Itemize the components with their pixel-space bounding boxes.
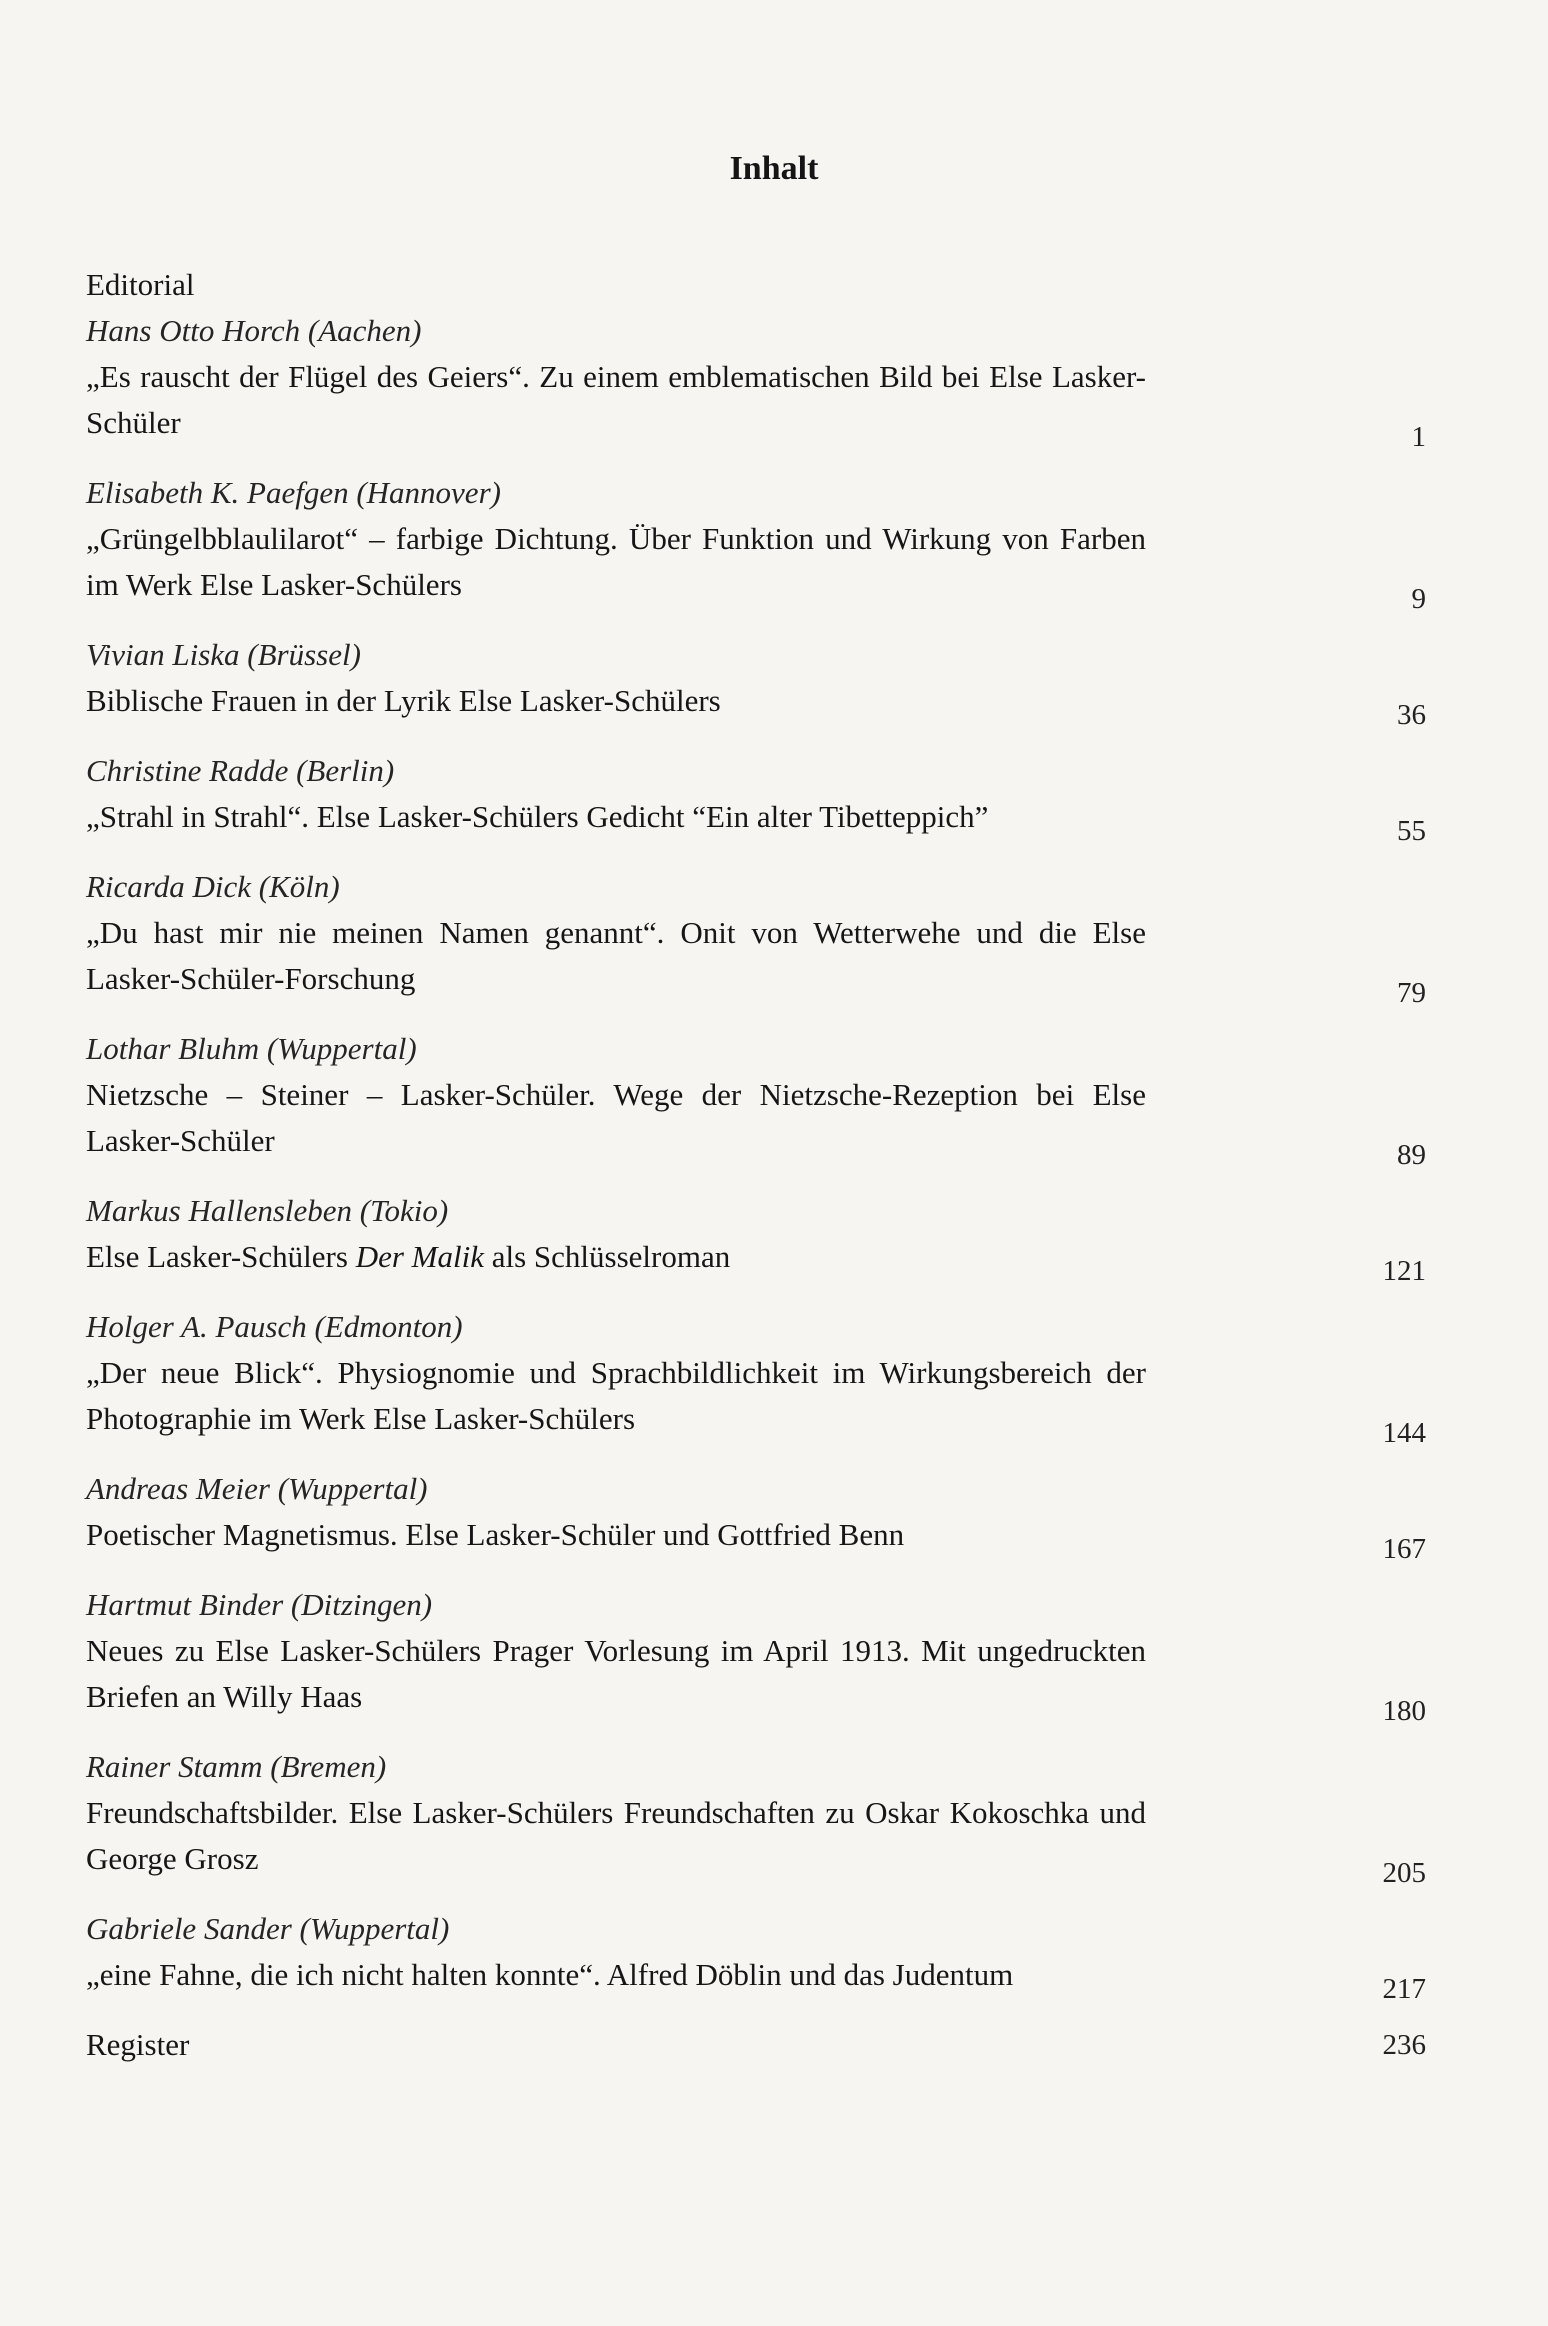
entry-author: Vivian Liska (Brüssel) <box>86 637 361 672</box>
entry-page-number: 36 <box>1397 699 1426 731</box>
entry-title: Biblische Frauen in der Lyrik Else Lasker-Schülers <box>86 683 721 718</box>
entry-author: Holger A. Pausch (Edmonton) <box>86 1309 463 1344</box>
toc-entry <box>86 1744 1426 1889</box>
entry-author: Hartmut Binder (Ditzingen) <box>86 1587 433 1622</box>
entry-page-number: 9 <box>1411 583 1426 615</box>
entry-page-number: 205 <box>1382 1857 1426 1889</box>
entry-title: „eine Fahne, die ich nicht halten konnte“. Alfred Döblin und das Judentum <box>86 1957 1014 1992</box>
entry-title: „Der neue Blick“. Physiognomie und Sprachbildlichkeit im Wirkungsbereich der Photographie im Werk Else Lasker-Schülers <box>86 1355 1146 1436</box>
entry-page-number: 167 <box>1382 1533 1426 1565</box>
entry-title: „Grüngelbblaulilarot“ – farbige Dichtung. Über Funktion und Wirkung von Farben im Werk Else Lasker-Schülers <box>86 521 1146 602</box>
toc-entry <box>86 1466 1426 1565</box>
register-page-number: 236 <box>1382 2029 1426 2061</box>
entry-title <box>86 1234 1146 1280</box>
entry-page-number: 180 <box>1382 1695 1426 1727</box>
toc-entry <box>86 1582 1426 1727</box>
entry-page-number: 144 <box>1382 1417 1426 1449</box>
register-label: Register <box>86 2027 190 2062</box>
toc-entry <box>86 632 1426 731</box>
toc-entry <box>86 748 1426 847</box>
entry-title-text: als Schlüsselroman <box>483 1239 731 1274</box>
toc-entry <box>86 1906 1426 2005</box>
toc-entry <box>86 1026 1426 1171</box>
entry-author: Rainer Stamm (Bremen) <box>86 1749 387 1784</box>
entry-title: Freundschaftsbilder. Else Lasker-Schülers Freundschaften zu Oskar Kokoschka und George Grosz <box>86 1795 1146 1876</box>
entry-title-text: Else Lasker-Schülers <box>86 1239 356 1274</box>
table-of-contents <box>86 262 1426 2092</box>
entry-author: Hans Otto Horch (Aachen) <box>86 313 422 348</box>
entry-page-number: 55 <box>1397 815 1426 847</box>
entry-page-number: 79 <box>1397 977 1426 1009</box>
entry-author: Andreas Meier (Wuppertal) <box>86 1471 428 1506</box>
entry-page-number: 217 <box>1382 1973 1426 2005</box>
entry-title: „Es rauscht der Flügel des Geiers“. Zu einem emblematischen Bild bei Else Lasker-Schüler <box>86 359 1146 440</box>
toc-entry <box>86 1304 1426 1449</box>
entry-author: Lothar Bluhm (Wuppertal) <box>86 1031 417 1066</box>
editorial-label: Editorial <box>86 267 195 302</box>
toc-entry-editorial <box>86 262 1426 308</box>
entry-title-italic-work: Der Malik <box>355 1239 484 1274</box>
entry-title: Poetischer Magnetismus. Else Lasker-Schüler und Gottfried Benn <box>86 1517 905 1552</box>
register-line <box>86 2022 1426 2068</box>
entry-author: Ricarda Dick (Köln) <box>86 869 340 904</box>
entry-title: Neues zu Else Lasker-Schülers Prager Vorlesung im April 1913. Mit ungedruckten Briefen an Willy Haas <box>86 1633 1146 1714</box>
entry-author: Markus Hallensleben (Tokio) <box>86 1193 449 1228</box>
entry-title: Nietzsche – Steiner – Lasker-Schüler. Wege der Nietzsche-Rezeption bei Else Lasker-Schüler <box>86 1077 1146 1158</box>
toc-entry <box>86 1188 1426 1287</box>
page-title: Inhalt <box>729 150 819 187</box>
toc-entry-register <box>86 2022 1426 2068</box>
entry-title: „Du hast mir nie meinen Namen genannt“. Onit von Wetterwehe und die Else Lasker-Schüler-Forschung <box>86 915 1146 996</box>
toc-entry <box>86 470 1426 615</box>
entry-title: „Strahl in Strahl“. Else Lasker-Schülers Gedicht “Ein alter Tibetteppich” <box>86 799 989 834</box>
entry-author: Christine Radde (Berlin) <box>86 753 395 788</box>
entry-page-number: 1 <box>1411 421 1426 453</box>
entry-page-number: 121 <box>1382 1255 1426 1287</box>
entry-author: Gabriele Sander (Wuppertal) <box>86 1911 450 1946</box>
entry-page-number: 89 <box>1397 1139 1426 1171</box>
toc-entry <box>86 864 1426 1009</box>
toc-entry <box>86 308 1426 453</box>
entry-author: Elisabeth K. Paefgen (Hannover) <box>86 475 501 510</box>
